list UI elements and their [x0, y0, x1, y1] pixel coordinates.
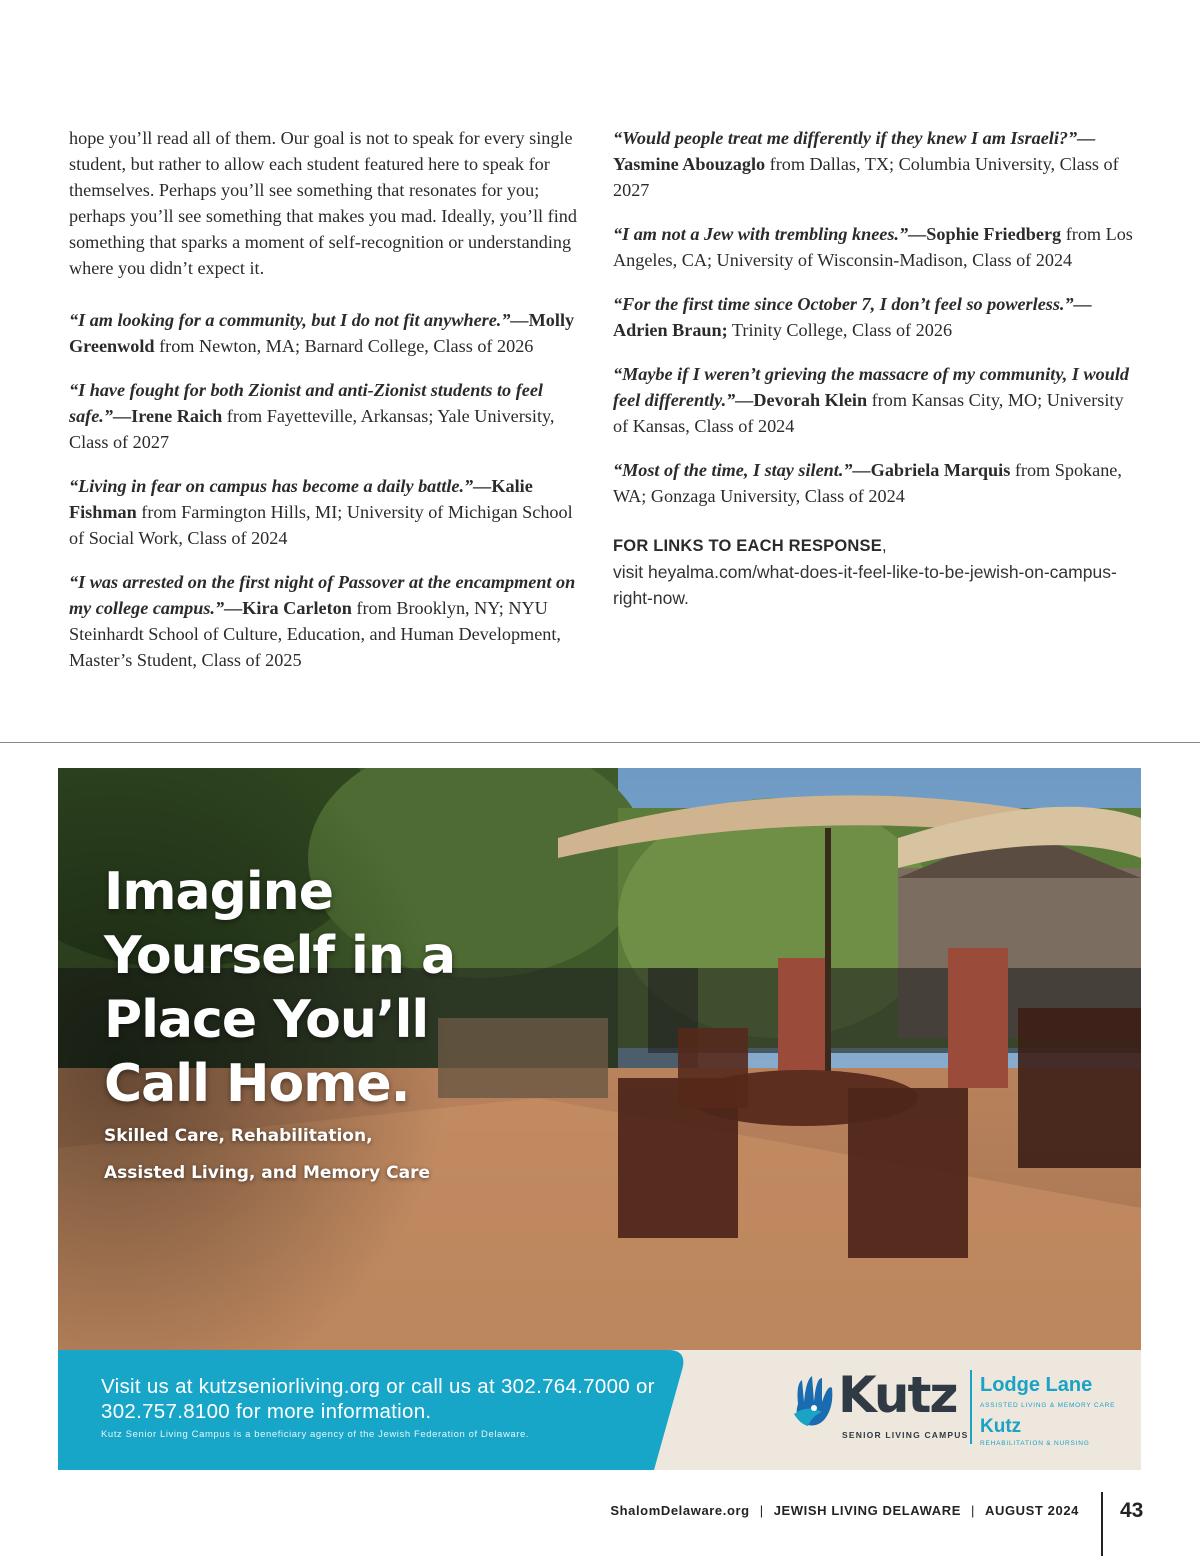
ad-sub-line: Skilled Care, Rehabilitation, [104, 1126, 373, 1146]
response-entry [613, 457, 1143, 509]
footer-separator: | [970, 1503, 975, 1518]
kutz-logo-text: Kutz [838, 1366, 957, 1424]
entry-quote: “I am not a Jew with trembling knees.”— [613, 224, 927, 244]
lodge-lane-brand: Lodge Lane [980, 1374, 1093, 1396]
entry-detail: from Spokane, WA; Gonzaga University, Class of 2024 [613, 460, 1122, 506]
entry-quote: “For the first time since October 7, I don’t feel so powerless.”— [613, 294, 1092, 314]
entry-detail: from Fayetteville, Arkansas; Yale University, Class of 2027 [69, 406, 555, 452]
response-entry [613, 221, 1143, 273]
response-entry [69, 473, 579, 551]
response-entry [69, 307, 579, 359]
entry-detail: from Farmington Hills, MI; University of Michigan School of Social Work, Class of 2024 [69, 502, 573, 548]
entry-name: Molly Greenwold [69, 310, 575, 356]
entry-name: Irene Raich [131, 406, 223, 426]
page-footer [610, 1503, 1079, 1518]
response-entry [613, 125, 1143, 203]
ad-headline: Imagine Yourself in a Place You’ll Call Home. [104, 862, 456, 1114]
entry-detail: from Dallas, TX; Columbia University, Class of 2027 [613, 154, 1119, 200]
footer-publication: JEWISH LIVING DELAWARE [773, 1503, 961, 1518]
lodge-lane-tagline: ASSISTED LIVING & MEMORY CARE [980, 1402, 1116, 1409]
kutz-advertisement [58, 768, 1141, 1470]
ad-subheadline [104, 1118, 504, 1192]
entry-quote: “I have fought for both Zionist and anti-Zionist students to feel safe.”— [69, 380, 543, 426]
intro-paragraph: hope you’ll read all of them. Our goal is not to speak for every single student, but rather to allow each student featured here to speak for themselves. Perhaps you’ll see something that resonates for you; perhaps you’ll see something that makes you mad. Ideally, you’ll find something that sparks a moment of self-recognition or understanding where you didn’t expect it. [69, 128, 577, 278]
links-heading-text: FOR LINKS TO EACH RESPONSE [613, 537, 882, 555]
hamsa-hand-icon [788, 1374, 838, 1430]
ad-sub-line: Assisted Living, and Memory Care [104, 1163, 431, 1183]
footer-separator: | [759, 1503, 764, 1518]
entry-quote: “Most of the time, I stay silent.”— [613, 460, 871, 480]
response-entry [69, 569, 579, 673]
disclaimer-text: Kutz Senior Living Campus is a beneficiary agency of the Jewish Federation of Delaware. [101, 1429, 530, 1440]
entry-detail: from Newton, MA; Barnard College, Class of 2026 [154, 336, 534, 356]
response-entry [69, 377, 579, 455]
entry-name: Adrien Braun; [613, 320, 728, 340]
links-url-text[interactable]: visit heyalma.com/what-does-it-feel-like-to-be-jewish-on-campus-right-now. [613, 562, 1117, 608]
right-column [613, 125, 1143, 611]
page-number: 43 [1120, 1499, 1144, 1522]
entry-quote: “I am looking for a community, but I do not fit anywhere.”— [69, 310, 529, 330]
entry-quote: “Living in fear on campus has become a daily battle.”— [69, 476, 492, 496]
entry-name: Sophie Friedberg [926, 224, 1062, 244]
cta-text: Visit us at kutzseniorliving.org or call us at 302.764.7000 or 302.757.8100 for more information. [101, 1375, 655, 1423]
footer-site[interactable]: ShalomDelaware.org [610, 1503, 750, 1518]
logo-divider [970, 1370, 972, 1444]
entry-detail: from Kansas City, MO; University of Kansas, Class of 2024 [613, 390, 1124, 436]
entry-name: Kalie Fishman [69, 476, 533, 522]
footer-issue: AUGUST 2024 [984, 1503, 1079, 1518]
entry-detail: from Brooklyn, NY; NYU Steinhardt School of Culture, Education, and Human Development, Master’s Student, Class of 2025 [69, 598, 561, 670]
entry-name: Gabriela Marquis [870, 460, 1011, 480]
response-entry [613, 291, 1143, 343]
entry-name: Devorah Klein [753, 390, 868, 410]
section-divider [0, 742, 1200, 743]
entry-detail: Trinity College, Class of 2026 [727, 320, 953, 340]
response-entry [613, 361, 1143, 439]
folio-divider [1101, 1492, 1103, 1556]
links-heading [613, 533, 1143, 559]
entry-quote: “Would people treat me differently if they knew I am Israeli?”— [613, 128, 1096, 148]
left-column [69, 125, 579, 691]
kutz-rehab-brand: Kutz [980, 1416, 1022, 1437]
links-heading-comma: , [881, 537, 887, 555]
entry-name: Kira Carleton [242, 598, 352, 618]
entry-quote: “I was arrested on the first night of Passover at the encampment on my college campus.”— [69, 572, 576, 618]
entry-detail: from Los Angeles, CA; University of Wisconsin-Madison, Class of 2024 [613, 224, 1133, 270]
entry-quote: “Maybe if I weren’t grieving the massacre of my community, I would feel differently.”— [613, 364, 1129, 410]
kutz-logo-subtitle: SENIOR LIVING CAMPUS [842, 1430, 969, 1440]
entry-name: Yasmine Abouzaglo [613, 154, 766, 174]
kutz-rehab-tagline: REHABILITATION & NURSING [980, 1440, 1090, 1447]
